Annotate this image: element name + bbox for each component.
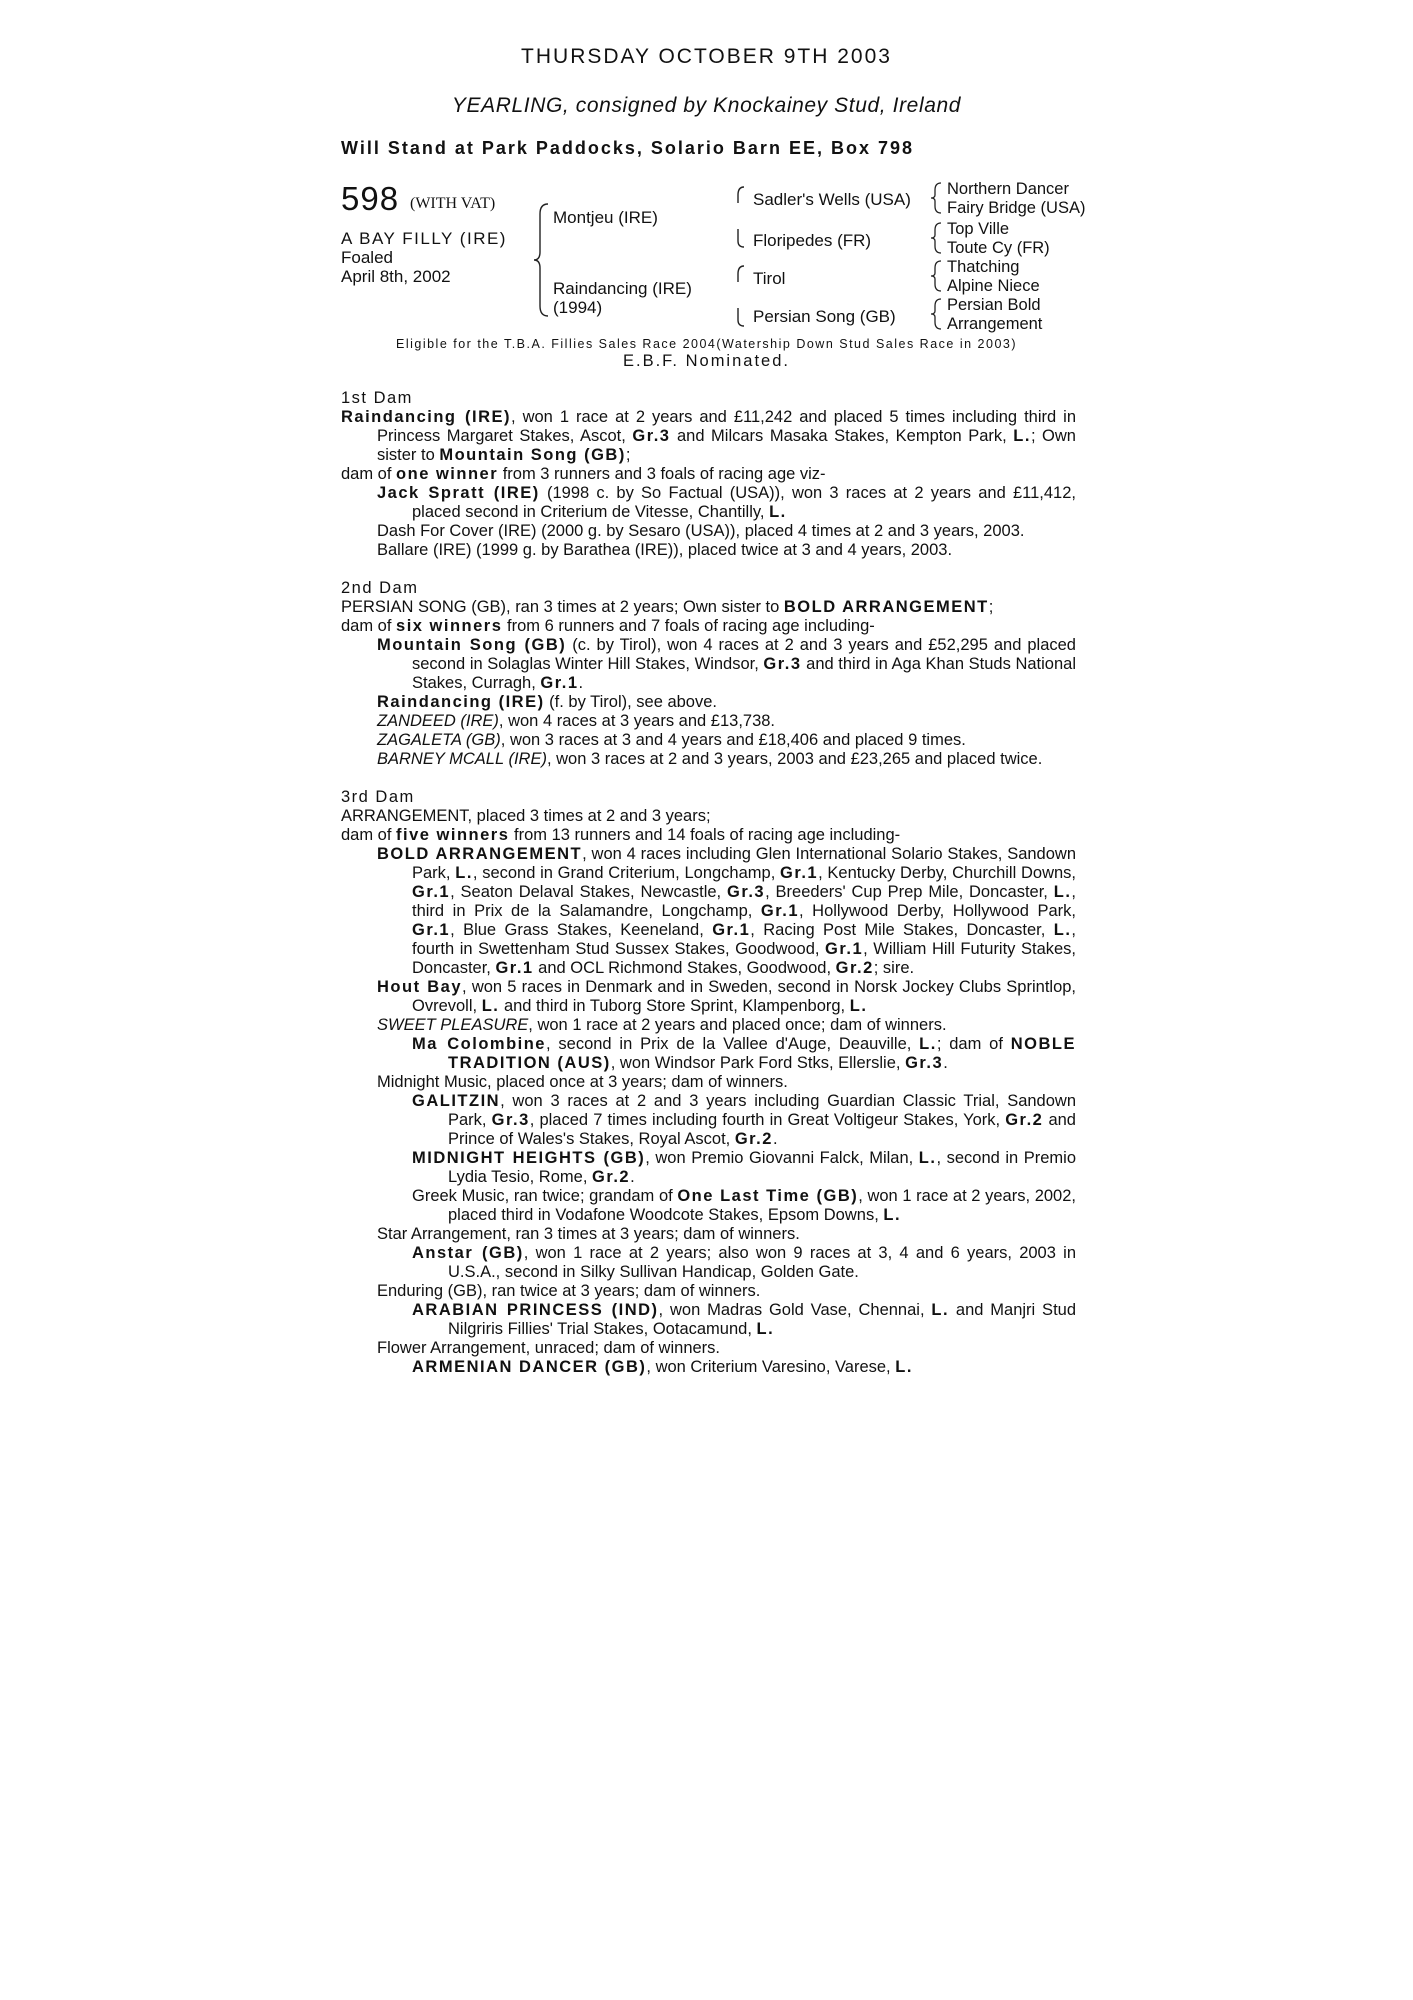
bold-name: L. bbox=[849, 997, 868, 1015]
consignment-line: YEARLING, consigned by Knockainey Stud, Ireland bbox=[451, 94, 962, 117]
bold-name: five winners bbox=[396, 826, 510, 844]
bold-name: NOBLE TRADITION (AUS) bbox=[448, 1035, 1076, 1072]
record-text: from 13 runners and 14 foals of racing age including- bbox=[509, 826, 901, 844]
record-line bbox=[341, 1035, 1076, 1073]
record-line bbox=[341, 1244, 1076, 1282]
bold-name: GALITZIN bbox=[412, 1092, 501, 1110]
bold-name: L. bbox=[1053, 921, 1072, 939]
record-line bbox=[341, 484, 1076, 522]
record-text: and OCL Richmond Stakes, Goodwood, bbox=[533, 959, 836, 977]
record-line bbox=[341, 978, 1076, 1016]
record-line bbox=[341, 636, 1076, 693]
record-text: and third in Tuborg Store Sprint, Klampenborg, bbox=[499, 997, 850, 1015]
bold-name: Gr.3 bbox=[727, 883, 766, 901]
record-text: , placed 7 times including fourth in Great Voltigeur Stakes, York, bbox=[529, 1111, 1006, 1129]
pedigree-g5: Thatching bbox=[947, 258, 1020, 276]
bold-name: Gr.1 bbox=[540, 674, 579, 692]
bold-name: BOLD ARRANGEMENT bbox=[377, 845, 583, 863]
bold-name: Gr.2 bbox=[592, 1168, 631, 1186]
pedigree-brace-sire bbox=[732, 183, 748, 253]
pedigree-dam: Raindancing (IRE) bbox=[553, 279, 692, 298]
record-text: , won Madras Gold Vase, Chennai, bbox=[658, 1301, 932, 1319]
record-text: Enduring (GB), ran twice at 3 years; dam of winners. bbox=[377, 1282, 761, 1300]
pedigree-sire-dam: Floripedes (FR) bbox=[753, 231, 872, 250]
bold-name: Mountain Song (GB) bbox=[377, 636, 567, 654]
record-text: Flower Arrangement, unraced; dam of winners. bbox=[377, 1339, 720, 1357]
bold-name: L. bbox=[1053, 883, 1072, 901]
record-text: , Kentucky Derby, Churchill Downs, bbox=[818, 864, 1076, 882]
record-line bbox=[341, 1149, 1076, 1187]
record-line bbox=[341, 750, 1076, 769]
pedigree-brace-g2 bbox=[930, 220, 944, 256]
italic-name: SWEET PLEASURE bbox=[377, 1016, 529, 1034]
lot-number: 598 bbox=[341, 180, 400, 217]
record-line bbox=[341, 1016, 1076, 1035]
record-line bbox=[341, 1073, 1076, 1092]
foaled-date: April 8th, 2002 bbox=[341, 267, 451, 286]
bold-name: Gr.1 bbox=[495, 959, 534, 977]
record-line: Raindancing (IRE), won 1 race at 2 years and £11,242 and placed 5 times including third in Princess Margaret Stakes, Ascot, Gr.3 and Milcars Masaka Stakes, Kempton Park, L.; Own sister to Mountain Song (GB); bbox=[341, 408, 1076, 464]
record-text: Midnight Music, placed once at 3 years; dam of winners. bbox=[377, 1073, 788, 1091]
bold-name: L. bbox=[455, 864, 473, 882]
produce-record bbox=[341, 389, 1076, 1377]
pedigree-brace-dam bbox=[732, 262, 748, 332]
stand-location: Will Stand at Park Paddocks, Solario Barn EE, Box 798 bbox=[341, 138, 914, 158]
record-text: , fourth in Swettenham Stud Sussex Stakes, Goodwood, bbox=[412, 921, 1076, 958]
pedigree-g2: Fairy Bridge (USA) bbox=[947, 199, 1086, 217]
bold-name: L. bbox=[481, 997, 500, 1015]
section-heading: 1st Dam bbox=[341, 389, 413, 407]
record-text: ; bbox=[988, 598, 994, 616]
bold-name: Gr.1 bbox=[780, 864, 819, 882]
record-text: . bbox=[578, 674, 584, 692]
pedigree-g3: Top Ville bbox=[947, 220, 1010, 238]
bold-name: Gr.3 bbox=[763, 655, 802, 673]
bold-name: L. bbox=[756, 1320, 775, 1338]
record-text: and Prince of Wales's Stakes, Royal Ascot, bbox=[448, 1111, 1076, 1148]
bold-name: Gr.1 bbox=[760, 902, 800, 920]
pedigree-g7: Persian Bold bbox=[947, 296, 1041, 314]
record-line bbox=[341, 598, 1076, 617]
record-text: , Racing Post Mile Stakes, Doncaster, bbox=[750, 921, 1054, 939]
record-text: , second in Prix de la Vallee d'Auge, Deauville, bbox=[546, 1035, 920, 1053]
record-text: Greek Music, ran twice; grandam of bbox=[412, 1187, 678, 1205]
record-text: from 3 runners and 3 foals of racing age viz- bbox=[498, 465, 826, 483]
record-text: , won 4 races including Glen International Solario Stakes, Sandown Park, bbox=[412, 845, 1077, 882]
bold-name: L. bbox=[769, 503, 787, 521]
bold-name: L. bbox=[919, 1035, 937, 1053]
record-text: (c. by Tirol), won 4 races at 2 and 3 years and £52,295 and placed second in Solaglas Winter Hill Stakes, Windsor, bbox=[412, 636, 1076, 673]
record-text: dam of bbox=[341, 465, 397, 483]
eligibility-note: Eligible for the T.B.A. Fillies Sales Race 2004(Watership Down Stud Sales Race in 2003) bbox=[395, 337, 1018, 351]
bold-name: ARABIAN PRINCESS (IND) bbox=[412, 1301, 659, 1319]
record-line bbox=[341, 1358, 1076, 1377]
record-text: . bbox=[630, 1168, 635, 1186]
vat-note: (WITH VAT) bbox=[410, 195, 496, 212]
record-text: , won 3 races at 2 and 3 years including Guardian Classic Trial, Sandown Park, bbox=[448, 1092, 1076, 1129]
record-line bbox=[341, 1339, 1076, 1358]
record-text: PERSIAN SONG (GB), ran 3 times at 2 years; Own sister to bbox=[341, 598, 784, 616]
bold-name: Gr.2 bbox=[1005, 1111, 1044, 1129]
bold-name: Gr.3 bbox=[632, 427, 671, 445]
foaled-label: Foaled bbox=[341, 248, 393, 267]
sale-date: THURSDAY OCTOBER 9TH 2003 bbox=[521, 45, 892, 68]
pedigree-dam-dam: Persian Song (GB) bbox=[753, 307, 896, 326]
record-text: (1998 c. by So Factual (USA)), won 3 races at 2 years and £11,412, placed second in Criterium de Vitesse, Chantilly, bbox=[412, 484, 1076, 521]
record-line bbox=[341, 1187, 1076, 1225]
bold-name: L. bbox=[895, 1358, 913, 1376]
record-text: dam of bbox=[341, 826, 397, 844]
horse-description: A BAY FILLY (IRE) bbox=[341, 229, 507, 248]
bold-name: Jack Spratt (IRE) bbox=[377, 484, 540, 502]
record-text: won 1 race at 2 years and £11,242 and placed 5 times including third in Princess Margaret Stakes, Ascot, bbox=[377, 408, 1076, 445]
bold-name: Gr.1 bbox=[825, 940, 864, 958]
record-text: , Hollywood Derby, Hollywood Park, bbox=[799, 902, 1076, 920]
record-text: Dash For Cover (IRE) (2000 g. by Sesaro (USA)), placed 4 times at 2 and 3 years, 2003. bbox=[377, 522, 1025, 540]
record-text: , Blue Grass Stakes, Keeneland, bbox=[450, 921, 713, 939]
record-text: , third in Prix de la Salamandre, Longchamp, bbox=[412, 883, 1076, 920]
record-text: (f. by Tirol), see above. bbox=[544, 693, 717, 711]
bold-name: Anstar (GB) bbox=[412, 1244, 524, 1262]
pedigree-brace-g1 bbox=[930, 180, 944, 216]
record-text: , second in Grand Criterium, Longchamp, bbox=[472, 864, 780, 882]
bold-name: Ma Colombine bbox=[412, 1035, 546, 1053]
record-text: ; dam of bbox=[936, 1035, 1011, 1053]
record-line bbox=[341, 1301, 1076, 1339]
bold-name: Gr.1 bbox=[412, 883, 451, 901]
bold-name: Raindancing (IRE) bbox=[341, 408, 511, 426]
bold-name: six winners bbox=[396, 617, 503, 635]
bold-name: L. bbox=[883, 1206, 902, 1224]
record-line bbox=[341, 731, 1076, 750]
pedigree-sire-sire: Sadler's Wells (USA) bbox=[753, 190, 911, 209]
bold-name: Gr.1 bbox=[412, 921, 451, 939]
record-text: . bbox=[943, 1054, 948, 1072]
record-text: , won 4 races at 3 years and £13,738. bbox=[498, 712, 776, 730]
pedigree-g1: Northern Dancer bbox=[947, 180, 1069, 198]
record-line bbox=[341, 465, 1076, 484]
record-text: , won 3 races at 3 and 4 years and £18,406 and placed 9 times. bbox=[500, 731, 966, 749]
pedigree-g8: Arrangement bbox=[947, 315, 1043, 333]
bold-name: L. bbox=[918, 1149, 937, 1167]
record-text: , won 3 races at 2 and 3 years, 2003 and £23,265 and placed twice. bbox=[546, 750, 1043, 768]
record-text: , won Criterium Varesino, Varese, bbox=[646, 1358, 896, 1376]
record-text: , Seaton Delaval Stakes, Newcastle, bbox=[450, 883, 727, 901]
record-text: from 6 runners and 7 foals of racing age including- bbox=[502, 617, 875, 635]
record-line bbox=[341, 617, 1076, 636]
record-line bbox=[341, 1092, 1076, 1149]
record-line bbox=[341, 1225, 1076, 1244]
record-line bbox=[341, 712, 1076, 731]
record-text: ; Own sister to bbox=[377, 427, 1076, 464]
record-text: and Milcars Masaka Stakes, Kempton Park, bbox=[670, 427, 1014, 445]
pedigree-dam-sire: Tirol bbox=[753, 269, 786, 288]
record-text: Ballare (IRE) (1999 g. by Barathea (IRE)), placed twice at 3 and 4 years, 2003. bbox=[377, 541, 953, 559]
bold-name: Gr.3 bbox=[905, 1054, 944, 1072]
record-text: , won 1 race at 2 years, 2002, placed third in Vodafone Woodcote Stakes, Epsom Downs, bbox=[448, 1187, 1076, 1224]
bold-name: BOLD ARRANGEMENT bbox=[783, 598, 989, 616]
section-heading: 3rd Dam bbox=[341, 788, 415, 806]
record-text: , second in Premio Lydia Tesio, Rome, bbox=[448, 1149, 1077, 1186]
record-text: dam of bbox=[341, 617, 397, 635]
record-text: , won 5 races in Denmark and in Sweden, second in Norsk Jockey Clubs Sprintlop, Ovrevoll, bbox=[412, 978, 1077, 1015]
pedigree-dam-year: (1994) bbox=[553, 298, 603, 317]
italic-name: ZAGALETA (GB) bbox=[377, 731, 501, 749]
record-line bbox=[341, 826, 1076, 845]
record-text: ; bbox=[625, 446, 631, 464]
bold-name: Gr.2 bbox=[835, 959, 874, 977]
record-line bbox=[341, 541, 1076, 560]
bold-name: Gr.1 bbox=[712, 921, 751, 939]
bold-name: Gr.3 bbox=[491, 1111, 530, 1129]
record-text: and Manjri Stud Nilgriris Fillies' Trial Stakes, Ootacamund, bbox=[448, 1301, 1077, 1338]
pedigree-brace-main bbox=[532, 200, 554, 320]
record-text: , won 1 race at 2 years; also won 9 races at 3, 4 and 6 years, 2003 in U.S.A., second in Silky Sullivan Handicap, Golden Gate. bbox=[448, 1244, 1076, 1281]
record-text: , Breeders' Cup Prep Mile, Doncaster, bbox=[765, 883, 1054, 901]
bold-name: One Last Time (GB) bbox=[677, 1187, 859, 1205]
record-text: and third in Aga Khan Studs National Stakes, Curragh, bbox=[412, 655, 1076, 692]
record-text: Star Arrangement, ran 3 times at 3 years; dam of winners. bbox=[377, 1225, 800, 1243]
record-text: , won Windsor Park Ford Stks, Ellerslie, bbox=[610, 1054, 906, 1072]
pedigree-sire: Montjeu (IRE) bbox=[553, 208, 658, 227]
record-text: , William Hill Futurity Stakes, Doncaster, bbox=[412, 940, 1077, 977]
bold-name: one winner bbox=[396, 465, 499, 483]
pedigree-brace-g4 bbox=[930, 296, 944, 332]
record-line bbox=[341, 693, 1076, 712]
pedigree-brace-g3 bbox=[930, 258, 944, 294]
ebf-note: E.B.F. Nominated. bbox=[623, 352, 790, 370]
record-line bbox=[341, 807, 1076, 826]
bold-name: L. bbox=[1013, 427, 1031, 445]
record-text: , won 1 race at 2 years and placed once; dam of winners. bbox=[528, 1016, 947, 1034]
record-text: . bbox=[772, 1130, 778, 1148]
record-line bbox=[341, 522, 1076, 541]
record-line bbox=[341, 845, 1076, 978]
bold-name: ARMENIAN DANCER (GB) bbox=[412, 1358, 647, 1376]
pedigree-g6: Alpine Niece bbox=[947, 277, 1040, 295]
bold-name: MIDNIGHT HEIGHTS (GB) bbox=[412, 1149, 646, 1167]
section-heading: 2nd Dam bbox=[341, 579, 419, 597]
bold-name: L. bbox=[931, 1301, 950, 1319]
pedigree-g4: Toute Cy (FR) bbox=[947, 239, 1050, 257]
italic-name: BARNEY MCALL (IRE) bbox=[377, 750, 547, 768]
record-text: ; sire. bbox=[873, 959, 915, 977]
bold-name: Raindancing (IRE) bbox=[377, 693, 545, 711]
record-text: ARRANGEMENT, placed 3 times at 2 and 3 years; bbox=[341, 807, 711, 825]
bold-name: Gr.2 bbox=[734, 1130, 773, 1148]
bold-name: Hout Bay bbox=[377, 978, 463, 996]
italic-name: ZANDEED (IRE) bbox=[377, 712, 499, 730]
record-text: , won Premio Giovanni Falck, Milan, bbox=[645, 1149, 919, 1167]
record-line bbox=[341, 1282, 1076, 1301]
bold-name: Mountain Song (GB) bbox=[439, 446, 626, 464]
